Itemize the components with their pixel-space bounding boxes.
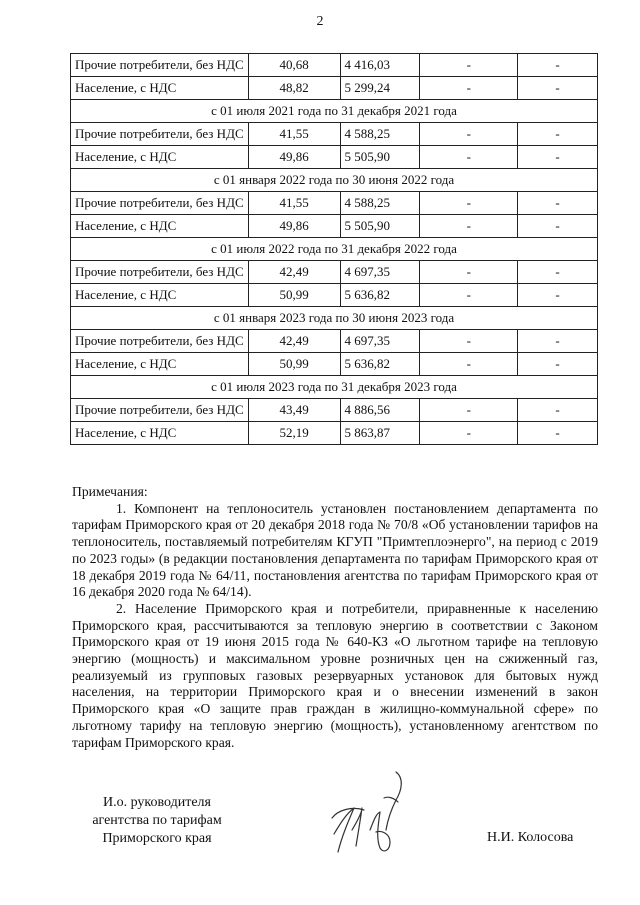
tariff-value-cell: 48,82: [248, 77, 340, 100]
period-row: [71, 307, 598, 330]
signatory-title-line: агентства по тарифам: [92, 813, 222, 828]
consumer-category-cell: Население, с НДС: [71, 146, 249, 169]
signatory-title-line: Приморского края: [102, 831, 212, 846]
tariff-value-cell: 50,99: [248, 353, 340, 376]
tariff-value-cell: 49,86: [248, 215, 340, 238]
consumer-category-cell: Прочие потребители, без НДС: [71, 123, 249, 146]
empty-value-cell: -: [420, 54, 518, 77]
empty-value-cell: -: [518, 261, 598, 284]
note-item-1: 1. Компонент на теплоноситель установлен постановлением департамента по тарифам Приморского края от 20 декабря 2018 года № 70/8 «Об установлении тарифов на теплоноситель, поставляемый потребителям КГУП "Примтеплоэнерго", на период с 2019 по 2023 годы» (в редакции постановления департамента по тарифам Приморского края от 18 декабря 2019 года № 64/11, постановления агентства по тарифам Приморского края от 16 декабря 2020 года № 64/14).: [72, 500, 598, 600]
table-row: [71, 77, 598, 100]
table-row: [71, 330, 598, 353]
table-row: [71, 123, 598, 146]
table-row: [71, 284, 598, 307]
tariff-value-cell: 42,49: [248, 261, 340, 284]
consumer-category-cell: Население, с НДС: [71, 284, 249, 307]
tariff-value-cell: 5 299,24: [340, 77, 420, 100]
tariff-value-cell: 49,86: [248, 146, 340, 169]
tariff-value-cell: 5 636,82: [340, 284, 420, 307]
empty-value-cell: -: [518, 192, 598, 215]
tariff-value-cell: 4 886,56: [340, 399, 420, 422]
tariff-value-cell: 40,68: [248, 54, 340, 77]
consumer-category-cell: Население, с НДС: [71, 77, 249, 100]
empty-value-cell: -: [420, 422, 518, 445]
consumer-category-cell: Население, с НДС: [71, 215, 249, 238]
empty-value-cell: -: [420, 146, 518, 169]
tariff-value-cell: 43,49: [248, 399, 340, 422]
tariff-table: [70, 53, 598, 445]
empty-value-cell: -: [420, 399, 518, 422]
handwritten-signature: [318, 768, 428, 868]
period-row: [71, 238, 598, 261]
empty-value-cell: -: [518, 215, 598, 238]
note-item-2: 2. Население Приморского края и потребители, приравненные к населению Приморского края, рассчитываются за тепловую энергию в соответствии с Законом Приморского края от 19 июня 2015 года № 640-КЗ «О льготном тарифе на тепловую энергию (мощность) и максимальном уровне розничных цен на сжиженный газ, реализуемый из групповых газовых резервуарных установок для бытовых нужд населения, на территории Приморского края и о внесении изменений в закон Приморского края «О защите прав граждан в жилищно-коммунальной сфере» по льготному тарифу на тепловую энергию (мощность), установленному агентством по тарифам Приморского края.: [72, 600, 598, 750]
empty-value-cell: -: [518, 399, 598, 422]
consumer-category-cell: Прочие потребители, без НДС: [71, 330, 249, 353]
consumer-category-cell: Население, с НДС: [71, 353, 249, 376]
empty-value-cell: -: [518, 330, 598, 353]
page-number: 2: [316, 14, 324, 29]
tariff-value-cell: 4 588,25: [340, 123, 420, 146]
tariff-value-cell: 4 697,35: [340, 330, 420, 353]
tariff-value-cell: 5 505,90: [340, 215, 420, 238]
table-row: [71, 353, 598, 376]
notes-heading: Примечания:: [72, 484, 148, 499]
period-label: с 01 января 2023 года по 30 июня 2023 года: [71, 307, 598, 330]
period-label: с 01 июля 2021 года по 31 декабря 2021 года: [71, 100, 598, 123]
empty-value-cell: -: [518, 353, 598, 376]
table-row: [71, 215, 598, 238]
consumer-category-cell: Прочие потребители, без НДС: [71, 399, 249, 422]
table-row: [71, 261, 598, 284]
empty-value-cell: -: [420, 77, 518, 100]
tariff-value-cell: 42,49: [248, 330, 340, 353]
empty-value-cell: -: [420, 215, 518, 238]
empty-value-cell: -: [420, 330, 518, 353]
consumer-category-cell: Прочие потребители, без НДС: [71, 54, 249, 77]
period-label: с 01 июля 2022 года по 31 декабря 2022 года: [71, 238, 598, 261]
consumer-category-cell: Прочие потребители, без НДС: [71, 192, 249, 215]
tariff-value-cell: 41,55: [248, 192, 340, 215]
notes-block: [72, 484, 598, 751]
tariff-value-cell: 5 505,90: [340, 146, 420, 169]
consumer-category-cell: Население, с НДС: [71, 422, 249, 445]
empty-value-cell: -: [518, 422, 598, 445]
tariff-value-cell: 52,19: [248, 422, 340, 445]
signatory-name: Н.И. Колосова: [487, 830, 574, 845]
tariff-value-cell: 4 697,35: [340, 261, 420, 284]
table-row: [71, 399, 598, 422]
tariff-value-cell: 41,55: [248, 123, 340, 146]
tariff-value-cell: 4 416,03: [340, 54, 420, 77]
table-row: [71, 54, 598, 77]
period-row: [71, 169, 598, 192]
empty-value-cell: -: [518, 284, 598, 307]
table-row: [71, 146, 598, 169]
empty-value-cell: -: [420, 192, 518, 215]
empty-value-cell: -: [518, 77, 598, 100]
empty-value-cell: -: [518, 146, 598, 169]
empty-value-cell: -: [518, 54, 598, 77]
tariff-value-cell: 5 863,87: [340, 422, 420, 445]
empty-value-cell: -: [420, 353, 518, 376]
empty-value-cell: -: [420, 261, 518, 284]
table-row: [71, 422, 598, 445]
period-row: [71, 100, 598, 123]
tariff-value-cell: 5 636,82: [340, 353, 420, 376]
consumer-category-cell: Прочие потребители, без НДС: [71, 261, 249, 284]
tariff-value-cell: 4 588,25: [340, 192, 420, 215]
empty-value-cell: -: [420, 284, 518, 307]
tariff-value-cell: 50,99: [248, 284, 340, 307]
empty-value-cell: -: [518, 123, 598, 146]
period-row: [71, 376, 598, 399]
signatory-title: [72, 794, 242, 848]
period-label: с 01 января 2022 года по 30 июня 2022 года: [71, 169, 598, 192]
signatory-title-line: И.о. руководителя: [102, 795, 211, 810]
empty-value-cell: -: [420, 123, 518, 146]
table-row: [71, 192, 598, 215]
period-label: с 01 июля 2023 года по 31 декабря 2023 года: [71, 376, 598, 399]
